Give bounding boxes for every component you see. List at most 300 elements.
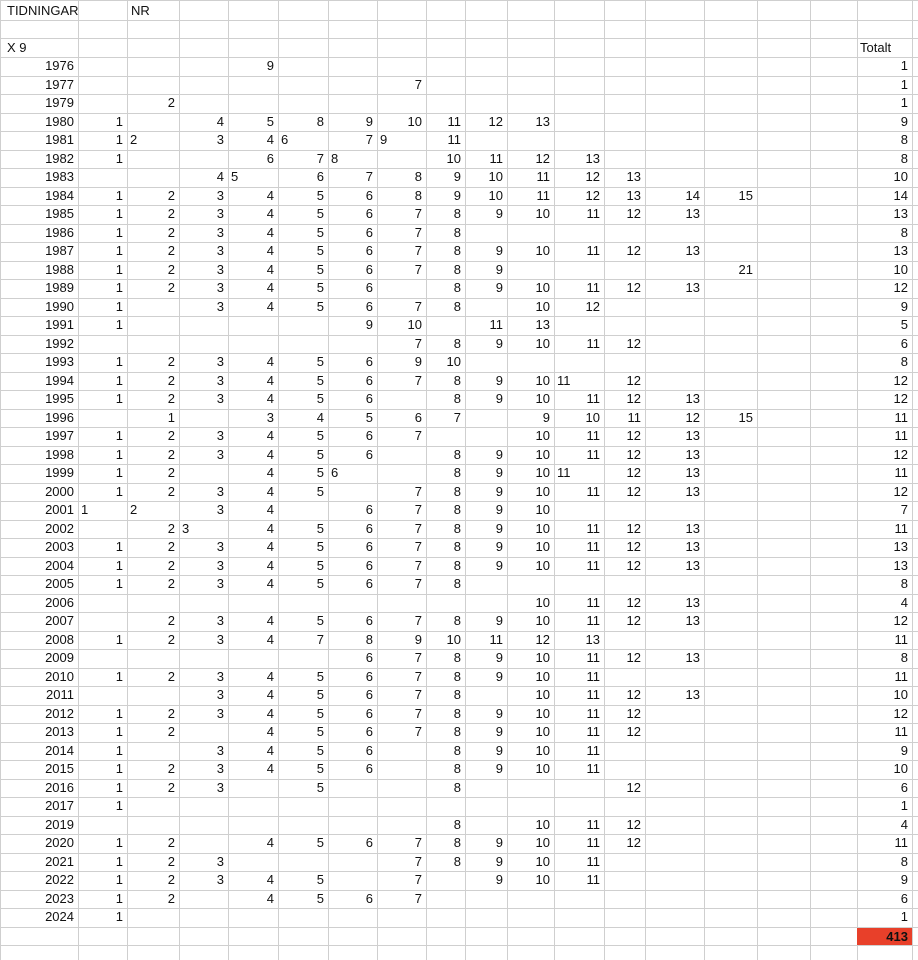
number-cell[interactable]: 15 bbox=[738, 409, 753, 425]
number-cell[interactable]: 6 bbox=[365, 650, 373, 665]
number-cell[interactable]: 12 bbox=[626, 446, 641, 462]
number-cell[interactable]: 2 bbox=[167, 631, 175, 647]
number-cell[interactable]: 9 bbox=[495, 520, 503, 536]
number-cell[interactable]: 12 bbox=[535, 631, 550, 647]
number-cell[interactable]: 11 bbox=[586, 742, 600, 758]
number-cell[interactable]: 11 bbox=[586, 705, 600, 721]
number-cell[interactable]: 8 bbox=[453, 557, 461, 573]
number-cell[interactable]: 11 bbox=[586, 613, 600, 628]
number-cell[interactable]: 2 bbox=[167, 779, 175, 795]
number-cell[interactable]: 11 bbox=[557, 372, 571, 388]
number-cell[interactable]: 3 bbox=[216, 557, 224, 573]
row-total-cell[interactable]: 11 bbox=[894, 409, 908, 425]
number-cell[interactable]: 8 bbox=[453, 520, 461, 536]
number-cell[interactable]: 8 bbox=[365, 631, 373, 647]
number-cell[interactable]: 4 bbox=[266, 705, 274, 721]
row-total-cell[interactable]: 8 bbox=[900, 576, 908, 591]
number-cell[interactable]: 1 bbox=[115, 909, 123, 924]
year-cell[interactable]: 1984 bbox=[45, 187, 74, 203]
number-cell[interactable]: 9 bbox=[414, 631, 422, 647]
year-cell[interactable]: 2019 bbox=[45, 816, 74, 832]
number-cell[interactable]: 2 bbox=[167, 668, 175, 684]
number-cell[interactable]: 9 bbox=[495, 372, 503, 388]
number-cell[interactable]: 3 bbox=[216, 391, 224, 406]
number-cell[interactable]: 2 bbox=[130, 132, 138, 147]
number-cell[interactable]: 12 bbox=[626, 724, 641, 739]
number-cell[interactable]: 7 bbox=[414, 557, 422, 573]
number-cell[interactable]: 7 bbox=[414, 835, 422, 850]
year-cell[interactable]: 2011 bbox=[46, 687, 74, 702]
number-cell[interactable]: 5 bbox=[316, 391, 324, 406]
number-cell[interactable]: 4 bbox=[266, 261, 274, 277]
number-cell[interactable]: 9 bbox=[495, 705, 503, 721]
number-cell[interactable]: 8 bbox=[453, 816, 461, 832]
number-cell[interactable]: 11 bbox=[447, 113, 461, 129]
number-cell[interactable]: 8 bbox=[453, 483, 461, 499]
number-cell[interactable]: 3 bbox=[216, 206, 224, 221]
number-cell[interactable]: 5 bbox=[316, 224, 324, 240]
number-cell[interactable]: 6 bbox=[365, 354, 373, 369]
number-cell[interactable]: 5 bbox=[316, 724, 324, 739]
number-cell[interactable]: 1 bbox=[115, 354, 123, 369]
number-cell[interactable]: 9 bbox=[495, 668, 503, 684]
number-cell[interactable]: 4 bbox=[266, 631, 274, 647]
number-cell[interactable]: 3 bbox=[216, 446, 224, 462]
number-cell[interactable]: 11 bbox=[586, 668, 600, 684]
number-cell[interactable]: 11 bbox=[586, 335, 600, 351]
number-cell[interactable]: 12 bbox=[626, 428, 641, 443]
number-cell[interactable]: 3 bbox=[216, 502, 224, 517]
number-cell[interactable]: 11 bbox=[586, 391, 600, 406]
number-cell[interactable]: 8 bbox=[453, 298, 461, 314]
number-cell[interactable]: 1 bbox=[115, 150, 123, 166]
number-cell[interactable]: 13 bbox=[685, 465, 700, 480]
number-cell[interactable]: 4 bbox=[216, 113, 224, 129]
number-cell[interactable]: 13 bbox=[585, 631, 600, 647]
header-title[interactable]: TIDNINGAR bbox=[7, 3, 79, 18]
row-total-cell[interactable]: 8 bbox=[900, 853, 908, 869]
number-cell[interactable]: 10 bbox=[535, 557, 550, 573]
number-cell[interactable]: 6 bbox=[365, 668, 373, 684]
row-total-cell[interactable]: 4 bbox=[900, 594, 908, 610]
number-cell[interactable]: 9 bbox=[495, 465, 503, 480]
number-cell[interactable]: 11 bbox=[586, 483, 600, 499]
number-cell[interactable]: 7 bbox=[414, 206, 422, 221]
number-cell[interactable]: 10 bbox=[535, 742, 550, 758]
number-cell[interactable]: 10 bbox=[535, 835, 550, 850]
number-cell[interactable]: 9 bbox=[495, 557, 503, 573]
number-cell[interactable]: 10 bbox=[535, 502, 550, 517]
number-cell[interactable]: 8 bbox=[414, 169, 422, 184]
number-cell[interactable]: 5 bbox=[316, 742, 324, 758]
number-cell[interactable]: 9 bbox=[495, 872, 503, 887]
number-cell[interactable]: 4 bbox=[266, 224, 274, 240]
row-total-cell[interactable]: 13 bbox=[893, 206, 908, 221]
number-cell[interactable]: 8 bbox=[453, 539, 461, 554]
number-cell[interactable]: 5 bbox=[316, 206, 324, 221]
number-cell[interactable]: 11 bbox=[536, 187, 550, 203]
number-cell[interactable]: 5 bbox=[316, 687, 324, 702]
number-cell[interactable]: 2 bbox=[167, 724, 175, 739]
number-cell[interactable]: 11 bbox=[586, 650, 600, 665]
year-cell[interactable]: 2016 bbox=[45, 779, 74, 795]
number-cell[interactable]: 9 bbox=[453, 187, 461, 203]
number-cell[interactable]: 10 bbox=[535, 391, 550, 406]
year-cell[interactable]: 1981 bbox=[45, 132, 74, 147]
number-cell[interactable]: 11 bbox=[586, 206, 600, 221]
number-cell[interactable]: 7 bbox=[414, 853, 422, 869]
number-cell[interactable]: 2 bbox=[167, 613, 175, 628]
number-cell[interactable]: 9 bbox=[495, 613, 503, 628]
number-cell[interactable]: 10 bbox=[535, 539, 550, 554]
year-cell[interactable]: 1980 bbox=[45, 113, 74, 129]
number-cell[interactable]: 11 bbox=[586, 724, 600, 739]
year-cell[interactable]: 1997 bbox=[45, 428, 74, 443]
number-cell[interactable]: 11 bbox=[627, 409, 641, 425]
number-cell[interactable]: 3 bbox=[216, 372, 224, 388]
number-cell[interactable]: 11 bbox=[586, 280, 600, 295]
number-cell[interactable]: 6 bbox=[365, 298, 373, 314]
number-cell[interactable]: 11 bbox=[586, 872, 600, 887]
number-cell[interactable]: 14 bbox=[685, 187, 700, 203]
number-cell[interactable]: 12 bbox=[626, 335, 641, 351]
row-total-cell[interactable]: 12 bbox=[893, 372, 908, 388]
number-cell[interactable]: 10 bbox=[535, 613, 550, 628]
row-total-cell[interactable]: 1 bbox=[900, 909, 908, 924]
row-total-cell[interactable]: 11 bbox=[894, 520, 908, 536]
row-total-cell[interactable]: 8 bbox=[900, 354, 908, 369]
number-cell[interactable]: 11 bbox=[586, 428, 600, 443]
number-cell[interactable]: 3 bbox=[216, 132, 224, 147]
number-cell[interactable]: 7 bbox=[414, 224, 422, 240]
row-total-cell[interactable]: 4 bbox=[900, 816, 908, 832]
number-cell[interactable]: 12 bbox=[626, 835, 641, 850]
number-cell[interactable]: 13 bbox=[685, 243, 700, 258]
number-cell[interactable]: 12 bbox=[585, 187, 600, 203]
number-cell[interactable]: 2 bbox=[167, 446, 175, 462]
number-cell[interactable]: 6 bbox=[365, 372, 373, 388]
number-cell[interactable]: 8 bbox=[453, 206, 461, 221]
year-cell[interactable]: 2013 bbox=[45, 724, 74, 739]
number-cell[interactable]: 5 bbox=[316, 483, 324, 499]
number-cell[interactable]: 2 bbox=[167, 428, 175, 443]
number-cell[interactable]: 9 bbox=[365, 317, 373, 332]
number-cell[interactable]: 8 bbox=[316, 113, 324, 129]
row-total-cell[interactable]: 10 bbox=[893, 687, 908, 702]
number-cell[interactable]: 9 bbox=[495, 835, 503, 850]
number-cell[interactable]: 2 bbox=[167, 483, 175, 499]
number-cell[interactable]: 5 bbox=[316, 465, 324, 480]
number-cell[interactable]: 10 bbox=[535, 816, 550, 832]
row-total-cell[interactable]: 14 bbox=[893, 187, 908, 203]
year-cell[interactable]: 2002 bbox=[45, 520, 74, 536]
year-cell[interactable]: 2005 bbox=[45, 576, 74, 591]
number-cell[interactable]: 11 bbox=[586, 557, 600, 573]
number-cell[interactable]: 10 bbox=[535, 206, 550, 221]
number-cell[interactable]: 6 bbox=[365, 428, 373, 443]
number-cell[interactable]: 4 bbox=[266, 576, 274, 591]
number-cell[interactable]: 10 bbox=[535, 483, 550, 499]
number-cell[interactable]: 2 bbox=[167, 187, 175, 203]
number-cell[interactable]: 5 bbox=[316, 354, 324, 369]
number-cell[interactable]: 10 bbox=[535, 724, 550, 739]
number-cell[interactable]: 12 bbox=[626, 705, 641, 721]
number-cell[interactable]: 6 bbox=[365, 687, 373, 702]
row-total-cell[interactable]: 11 bbox=[894, 724, 908, 739]
row-total-cell[interactable]: 10 bbox=[893, 261, 908, 277]
number-cell[interactable]: 11 bbox=[586, 761, 600, 776]
number-cell[interactable]: 11 bbox=[557, 465, 571, 480]
number-cell[interactable]: 5 bbox=[266, 113, 274, 129]
number-cell[interactable]: 7 bbox=[316, 150, 324, 166]
number-cell[interactable]: 10 bbox=[446, 354, 461, 369]
number-cell[interactable]: 6 bbox=[365, 243, 373, 258]
number-cell[interactable]: 6 bbox=[365, 261, 373, 277]
number-cell[interactable]: 10 bbox=[535, 298, 550, 314]
number-cell[interactable]: 5 bbox=[316, 520, 324, 536]
number-cell[interactable]: 8 bbox=[453, 446, 461, 462]
number-cell[interactable]: 3 bbox=[216, 779, 224, 795]
number-cell[interactable]: 12 bbox=[626, 483, 641, 499]
number-cell[interactable]: 5 bbox=[316, 872, 324, 887]
number-cell[interactable]: 5 bbox=[316, 446, 324, 462]
number-cell[interactable]: 4 bbox=[266, 298, 274, 314]
number-cell[interactable]: 2 bbox=[167, 520, 175, 536]
number-cell[interactable]: 12 bbox=[626, 391, 641, 406]
number-cell[interactable]: 7 bbox=[414, 872, 422, 887]
number-cell[interactable]: 12 bbox=[626, 539, 641, 554]
number-cell[interactable]: 5 bbox=[316, 705, 324, 721]
number-cell[interactable]: 4 bbox=[266, 483, 274, 499]
number-cell[interactable]: 12 bbox=[685, 409, 700, 425]
number-cell[interactable]: 5 bbox=[316, 761, 324, 776]
row-total-cell[interactable]: 1 bbox=[900, 798, 908, 813]
number-cell[interactable]: 5 bbox=[316, 298, 324, 314]
row-total-cell[interactable]: 11 bbox=[894, 631, 908, 647]
number-cell[interactable]: 3 bbox=[216, 539, 224, 554]
year-cell[interactable]: 2006 bbox=[45, 594, 74, 610]
number-cell[interactable]: 7 bbox=[414, 668, 422, 684]
number-cell[interactable]: 1 bbox=[115, 465, 123, 480]
number-cell[interactable]: 4 bbox=[266, 742, 274, 758]
number-cell[interactable]: 8 bbox=[453, 724, 461, 739]
number-cell[interactable]: 8 bbox=[453, 613, 461, 628]
number-cell[interactable]: 9 bbox=[542, 409, 550, 425]
year-cell[interactable]: 2023 bbox=[45, 890, 74, 906]
number-cell[interactable]: 5 bbox=[316, 243, 324, 258]
number-cell[interactable]: 6 bbox=[365, 576, 373, 591]
year-cell[interactable]: 2021 bbox=[45, 853, 74, 869]
row-total-cell[interactable]: 10 bbox=[893, 761, 908, 776]
number-cell[interactable]: 8 bbox=[453, 742, 461, 758]
year-cell[interactable]: 1990 bbox=[45, 298, 74, 314]
number-cell[interactable]: 6 bbox=[365, 890, 373, 906]
number-cell[interactable]: 4 bbox=[266, 428, 274, 443]
number-cell[interactable]: 5 bbox=[316, 187, 324, 203]
number-cell[interactable]: 5 bbox=[316, 372, 324, 388]
row-total-cell[interactable]: 7 bbox=[900, 502, 908, 517]
number-cell[interactable]: 2 bbox=[167, 705, 175, 721]
number-cell[interactable]: 12 bbox=[626, 372, 641, 388]
number-cell[interactable]: 3 bbox=[216, 631, 224, 647]
number-cell[interactable]: 9 bbox=[495, 446, 503, 462]
number-cell[interactable]: 11 bbox=[536, 169, 550, 184]
row-total-cell[interactable]: 12 bbox=[893, 391, 908, 406]
number-cell[interactable]: 13 bbox=[685, 539, 700, 554]
number-cell[interactable]: 13 bbox=[685, 613, 700, 628]
number-cell[interactable]: 5 bbox=[316, 261, 324, 277]
number-cell[interactable]: 10 bbox=[488, 169, 503, 184]
number-cell[interactable]: 10 bbox=[535, 687, 550, 702]
number-cell[interactable]: 6 bbox=[365, 705, 373, 721]
number-cell[interactable]: 13 bbox=[685, 391, 700, 406]
number-cell[interactable]: 4 bbox=[266, 890, 274, 906]
year-cell[interactable]: 1983 bbox=[45, 169, 74, 184]
number-cell[interactable]: 4 bbox=[266, 187, 274, 203]
number-cell[interactable]: 2 bbox=[167, 576, 175, 591]
number-cell[interactable]: 4 bbox=[266, 446, 274, 462]
number-cell[interactable]: 2 bbox=[167, 261, 175, 277]
year-cell[interactable]: 2017 bbox=[45, 798, 74, 813]
number-cell[interactable]: 9 bbox=[495, 280, 503, 295]
number-cell[interactable]: 12 bbox=[488, 113, 503, 129]
year-cell[interactable]: 1995 bbox=[45, 391, 74, 406]
row-total-cell[interactable]: 10 bbox=[893, 169, 908, 184]
total-column-header[interactable]: Totalt bbox=[860, 40, 892, 55]
number-cell[interactable]: 7 bbox=[414, 372, 422, 388]
year-cell[interactable]: 1992 bbox=[45, 335, 74, 351]
number-cell[interactable]: 13 bbox=[535, 317, 550, 332]
number-cell[interactable]: 6 bbox=[414, 409, 422, 425]
number-cell[interactable]: 9 bbox=[495, 502, 503, 517]
number-cell[interactable]: 2 bbox=[167, 853, 175, 869]
number-cell[interactable]: 3 bbox=[216, 687, 224, 702]
number-cell[interactable]: 10 bbox=[535, 520, 550, 536]
number-cell[interactable]: 2 bbox=[130, 502, 138, 517]
row-total-cell[interactable]: 11 bbox=[894, 668, 908, 684]
number-cell[interactable]: 1 bbox=[115, 539, 123, 554]
number-cell[interactable]: 8 bbox=[453, 224, 461, 240]
number-cell[interactable]: 9 bbox=[495, 539, 503, 554]
number-cell[interactable]: 1 bbox=[115, 631, 123, 647]
number-cell[interactable]: 8 bbox=[414, 187, 422, 203]
row-total-cell[interactable]: 11 bbox=[894, 428, 908, 443]
number-cell[interactable]: 3 bbox=[216, 280, 224, 295]
number-cell[interactable]: 1 bbox=[115, 113, 123, 129]
number-cell[interactable]: 10 bbox=[407, 113, 422, 129]
number-cell[interactable]: 6 bbox=[365, 520, 373, 536]
number-cell[interactable]: 5 bbox=[316, 668, 324, 684]
row-total-cell[interactable]: 9 bbox=[900, 113, 908, 129]
grand-total-cell[interactable]: 413 bbox=[886, 929, 908, 944]
number-cell[interactable]: 11 bbox=[586, 687, 600, 702]
number-cell[interactable]: 12 bbox=[585, 298, 600, 314]
year-cell[interactable]: 1977 bbox=[45, 76, 74, 92]
number-cell[interactable]: 3 bbox=[216, 298, 224, 314]
number-cell[interactable]: 3 bbox=[216, 613, 224, 628]
row-total-cell[interactable]: 12 bbox=[893, 483, 908, 499]
number-cell[interactable]: 10 bbox=[535, 668, 550, 684]
number-cell[interactable]: 1 bbox=[115, 761, 123, 776]
number-cell[interactable]: 13 bbox=[685, 483, 700, 499]
number-cell[interactable]: 9 bbox=[266, 58, 274, 73]
number-cell[interactable]: 8 bbox=[453, 372, 461, 388]
row-total-cell[interactable]: 12 bbox=[893, 280, 908, 295]
year-cell[interactable]: 1994 bbox=[45, 372, 74, 388]
number-cell[interactable]: 1 bbox=[115, 483, 123, 499]
number-cell[interactable]: 1 bbox=[115, 280, 123, 295]
number-cell[interactable]: 13 bbox=[685, 520, 700, 536]
number-cell[interactable]: 3 bbox=[216, 224, 224, 240]
row-total-cell[interactable]: 12 bbox=[893, 705, 908, 721]
number-cell[interactable]: 6 bbox=[365, 724, 373, 739]
row-total-cell[interactable]: 8 bbox=[900, 150, 908, 166]
row-total-cell[interactable]: 9 bbox=[900, 742, 908, 758]
number-cell[interactable]: 7 bbox=[414, 650, 422, 665]
number-cell[interactable]: 1 bbox=[115, 668, 123, 684]
year-cell[interactable]: 1979 bbox=[45, 95, 74, 110]
number-cell[interactable]: 13 bbox=[685, 557, 700, 573]
year-cell[interactable]: 1976 bbox=[45, 58, 74, 73]
header-nr-label[interactable]: NR bbox=[131, 3, 150, 18]
year-cell[interactable]: 2012 bbox=[45, 705, 74, 721]
number-cell[interactable]: 7 bbox=[365, 132, 373, 147]
number-cell[interactable]: 9 bbox=[414, 354, 422, 369]
number-cell[interactable]: 11 bbox=[489, 317, 503, 332]
row-total-cell[interactable]: 8 bbox=[900, 132, 908, 147]
number-cell[interactable]: 2 bbox=[167, 354, 175, 369]
number-cell[interactable]: 6 bbox=[365, 224, 373, 240]
number-cell[interactable]: 1 bbox=[115, 724, 123, 739]
row-total-cell[interactable]: 6 bbox=[900, 890, 908, 906]
number-cell[interactable]: 7 bbox=[414, 705, 422, 721]
number-cell[interactable]: 7 bbox=[414, 483, 422, 499]
number-cell[interactable]: 2 bbox=[167, 95, 175, 110]
number-cell[interactable]: 8 bbox=[453, 687, 461, 702]
row-total-cell[interactable]: 6 bbox=[900, 779, 908, 795]
number-cell[interactable]: 4 bbox=[266, 206, 274, 221]
number-cell[interactable]: 9 bbox=[495, 650, 503, 665]
row-total-cell[interactable]: 5 bbox=[900, 317, 908, 332]
number-cell[interactable]: 8 bbox=[453, 650, 461, 665]
year-cell[interactable]: 2010 bbox=[45, 668, 74, 684]
number-cell[interactable]: 13 bbox=[685, 650, 700, 665]
number-cell[interactable]: 4 bbox=[266, 391, 274, 406]
year-cell[interactable]: 2003 bbox=[45, 539, 74, 554]
number-cell[interactable]: 3 bbox=[216, 243, 224, 258]
number-cell[interactable]: 2 bbox=[167, 557, 175, 573]
number-cell[interactable]: 9 bbox=[495, 391, 503, 406]
number-cell[interactable]: 10 bbox=[535, 853, 550, 869]
year-cell[interactable]: 1993 bbox=[45, 354, 74, 369]
row-total-cell[interactable]: 9 bbox=[900, 872, 908, 887]
number-cell[interactable]: 3 bbox=[182, 520, 190, 536]
number-cell[interactable]: 11 bbox=[586, 594, 600, 610]
number-cell[interactable]: 7 bbox=[414, 428, 422, 443]
number-cell[interactable]: 3 bbox=[216, 853, 224, 869]
number-cell[interactable]: 7 bbox=[414, 539, 422, 554]
number-cell[interactable]: 5 bbox=[316, 576, 324, 591]
number-cell[interactable]: 2 bbox=[167, 872, 175, 887]
number-cell[interactable]: 12 bbox=[626, 687, 641, 702]
number-cell[interactable]: 3 bbox=[216, 483, 224, 499]
number-cell[interactable]: 5 bbox=[231, 169, 239, 184]
number-cell[interactable]: 11 bbox=[586, 853, 600, 869]
number-cell[interactable]: 8 bbox=[453, 335, 461, 351]
year-cell[interactable]: 2022 bbox=[45, 872, 74, 887]
number-cell[interactable]: 9 bbox=[380, 132, 388, 147]
number-cell[interactable]: 11 bbox=[489, 631, 503, 647]
